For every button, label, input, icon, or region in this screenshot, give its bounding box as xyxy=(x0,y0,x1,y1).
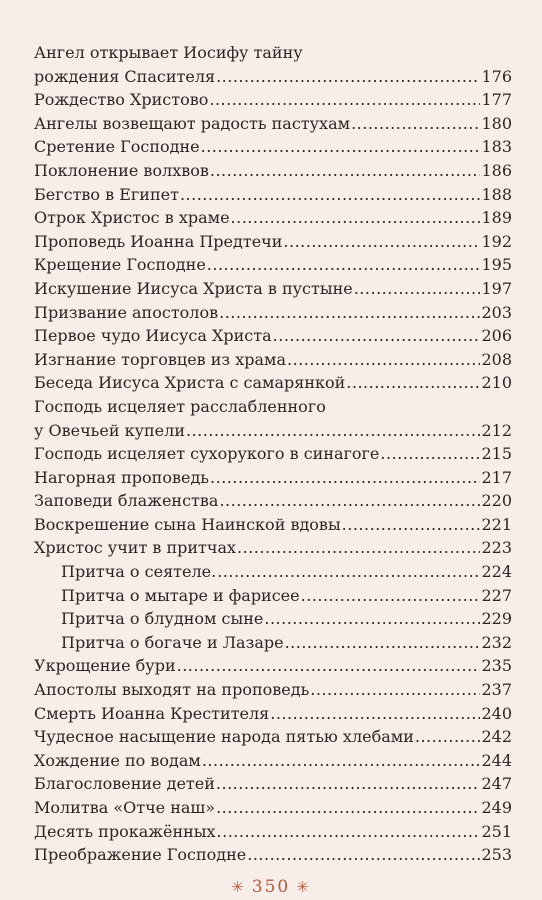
toc-entry-page: 188 xyxy=(481,184,512,204)
toc-entry-title: Господь исцеляет сухорукого в синагоге xyxy=(34,444,380,464)
toc-entry-title: Десять прокажённых xyxy=(34,821,216,841)
dot-leader xyxy=(210,466,480,490)
toc-entry-title: Воскрешение сына Наинской вдовы xyxy=(34,514,341,534)
dot-leader xyxy=(202,749,481,773)
dot-leader xyxy=(415,725,481,749)
toc-entry-page: 251 xyxy=(481,821,512,841)
left-ornament-icon: ✳ xyxy=(231,878,246,896)
toc-entry-title: Проповедь Иоанна Предтечи xyxy=(34,231,283,251)
dot-leader xyxy=(180,183,481,207)
toc-entry-title: Беседа Иисуса Христа с самарянкой xyxy=(34,373,346,393)
toc-entry xyxy=(34,371,512,395)
toc-entry-title-line: Господь исцеляет расслабленного xyxy=(34,396,326,416)
dot-leader xyxy=(201,135,481,159)
dot-leader xyxy=(310,678,480,702)
dot-leader xyxy=(177,654,481,678)
dot-leader xyxy=(186,419,480,443)
toc-entry-title: Изгнание торговцев из храма xyxy=(34,349,287,369)
dot-leader xyxy=(219,489,480,513)
toc-entry xyxy=(34,466,512,490)
toc-entry xyxy=(34,277,512,301)
dot-leader xyxy=(210,159,481,183)
toc-entry xyxy=(34,41,512,88)
dot-leader xyxy=(217,820,481,844)
toc-entry-page: 217 xyxy=(481,467,512,487)
toc-entry-last-line xyxy=(34,65,512,89)
toc-entry xyxy=(34,324,512,348)
dot-leader xyxy=(273,324,481,348)
toc-entry-page: 189 xyxy=(481,208,512,228)
dot-leader xyxy=(264,607,480,631)
dot-leader xyxy=(380,442,480,466)
toc-entry xyxy=(34,301,512,325)
dot-leader xyxy=(270,702,480,726)
toc-entry xyxy=(34,749,512,773)
page-number: 350 xyxy=(251,877,291,897)
toc-entry-title: Ангелы возвещают радость пастухам xyxy=(34,113,351,133)
toc-entry-page: 220 xyxy=(481,491,512,511)
toc-entry-page: 224 xyxy=(481,562,512,582)
toc-entry-page: 186 xyxy=(481,160,512,180)
toc-entry xyxy=(34,843,512,867)
toc-entry-page: 249 xyxy=(481,798,512,817)
toc-entry-page: 244 xyxy=(481,750,512,770)
toc-entry-page: 223 xyxy=(481,538,512,558)
toc-entry xyxy=(34,607,512,631)
toc-entry-page: 203 xyxy=(481,302,512,322)
dot-leader xyxy=(216,772,481,796)
toc-entry xyxy=(34,442,512,466)
toc-entry xyxy=(34,112,512,136)
toc-entry-title-line: Ангел открывает Иосифу тайну xyxy=(34,43,303,62)
dot-leader xyxy=(301,584,481,608)
dot-leader xyxy=(219,301,480,325)
dot-leader xyxy=(351,112,480,136)
toc-entry-page: 247 xyxy=(481,774,512,794)
toc-entry-title: Крещение Господне xyxy=(34,255,206,275)
toc-entry-title: Заповеди блаженства xyxy=(34,491,219,511)
toc-entry xyxy=(34,725,512,749)
toc-entry-title: Призвание апостолов xyxy=(34,302,219,322)
dot-leader xyxy=(207,253,481,277)
toc-entry xyxy=(34,702,512,726)
toc-entry-title: Молитва «Отче наш» xyxy=(34,798,216,817)
toc-entry-page: 227 xyxy=(481,585,512,605)
toc-entry-page: 237 xyxy=(481,680,512,700)
toc-entry-page: 208 xyxy=(481,349,512,369)
toc-entry-title: Притча о сеятеле. xyxy=(61,562,217,582)
dot-leader xyxy=(287,348,480,372)
dot-leader xyxy=(283,230,480,254)
toc-entry-title: Хождение по водам xyxy=(34,750,201,770)
toc-entry xyxy=(34,206,512,230)
toc-entry-page: 195 xyxy=(481,255,512,275)
toc-entry xyxy=(34,183,512,207)
dot-leader xyxy=(285,631,481,655)
toc-entry xyxy=(34,135,512,159)
toc-entry-title: Нагорная проповедь xyxy=(34,467,210,487)
toc-entry xyxy=(34,88,512,112)
toc-entry xyxy=(34,631,512,655)
toc-entry-page: 221 xyxy=(481,514,512,534)
toc-entry-title: Отрок Христос в храме xyxy=(34,208,230,228)
toc-entry-page: 210 xyxy=(481,373,512,393)
toc-entry xyxy=(34,536,512,560)
toc-entry-page: 253 xyxy=(481,845,512,865)
toc-entry-page: 176 xyxy=(481,66,512,86)
toc-entry-page: 192 xyxy=(481,231,512,251)
toc-entry-title: Апостолы выходят на проповедь xyxy=(34,680,310,700)
toc-entry-title: Искушение Иисуса Христа в пустыне xyxy=(34,278,353,298)
toc-entry-title: Христос учит в притчах xyxy=(34,538,237,558)
toc-entry-title: Рождество Христово xyxy=(34,90,209,110)
dot-leader xyxy=(209,88,480,112)
toc-entry-title: Укрощение бури xyxy=(34,656,176,676)
toc-entry xyxy=(34,253,512,277)
toc-entry-page: 235 xyxy=(481,656,512,676)
toc-entry xyxy=(34,820,512,844)
toc-entry xyxy=(34,395,512,442)
dot-leader xyxy=(216,65,480,89)
dot-leader xyxy=(237,536,480,560)
toc-entry-page: 206 xyxy=(481,326,512,346)
toc-entry xyxy=(34,772,512,796)
toc-entry xyxy=(34,230,512,254)
dot-leader xyxy=(216,796,480,820)
toc-entry-page: 177 xyxy=(481,90,512,110)
toc-entry-title: Поклонение волхвов xyxy=(34,160,209,180)
toc-entry-last-line xyxy=(34,419,512,443)
toc-entry-page: 232 xyxy=(481,632,512,652)
dot-leader xyxy=(354,277,481,301)
toc-entry xyxy=(34,159,512,183)
toc-entry-page: 197 xyxy=(481,278,512,298)
page-footer xyxy=(0,877,542,897)
toc-entry-title: Смерть Иоанна Крестителя xyxy=(34,703,270,723)
toc-entry-title: у Овечьей купели xyxy=(34,420,185,440)
dot-leader xyxy=(342,513,481,537)
toc-entry-page: 180 xyxy=(481,113,512,133)
dot-leader xyxy=(346,371,480,395)
table-of-contents xyxy=(34,41,512,867)
toc-entry xyxy=(34,796,512,820)
toc-entry-title: Бегство в Египет xyxy=(34,184,179,204)
toc-entry-title: Притча о мытаре и фарисее xyxy=(61,585,300,605)
toc-entry-title: Сретение Господне xyxy=(34,137,200,157)
dot-leader xyxy=(217,560,480,584)
toc-entry-page: 242 xyxy=(481,727,512,747)
toc-entry-title: Притча о богаче и Лазаре xyxy=(61,632,284,652)
toc-entry-title: Притча о блудном сыне xyxy=(61,609,264,629)
toc-entry-page: 183 xyxy=(481,137,512,157)
toc-entry-title: Преображение Господне xyxy=(34,845,247,865)
toc-entry xyxy=(34,584,512,608)
toc-entry xyxy=(34,489,512,513)
toc-entry-title: Первое чудо Иисуса Христа xyxy=(34,326,272,346)
toc-entry-page: 229 xyxy=(481,609,512,629)
right-ornament-icon: ✳ xyxy=(296,878,311,896)
dot-leader xyxy=(231,206,481,230)
toc-entry-title: рождения Спасителя xyxy=(34,66,216,86)
toc-entry xyxy=(34,654,512,678)
toc-entry-page: 212 xyxy=(481,420,512,440)
dot-leader xyxy=(247,843,480,867)
toc-entry-page: 240 xyxy=(481,703,512,723)
toc-entry xyxy=(34,560,512,584)
toc-entry-title: Благословение детей xyxy=(34,774,215,794)
toc-entry xyxy=(34,348,512,372)
toc-entry-title: Чудесное насыщение народа пятью хлебами xyxy=(34,727,414,747)
toc-entry xyxy=(34,513,512,537)
toc-entry xyxy=(34,678,512,702)
toc-entry-page: 215 xyxy=(481,444,512,464)
